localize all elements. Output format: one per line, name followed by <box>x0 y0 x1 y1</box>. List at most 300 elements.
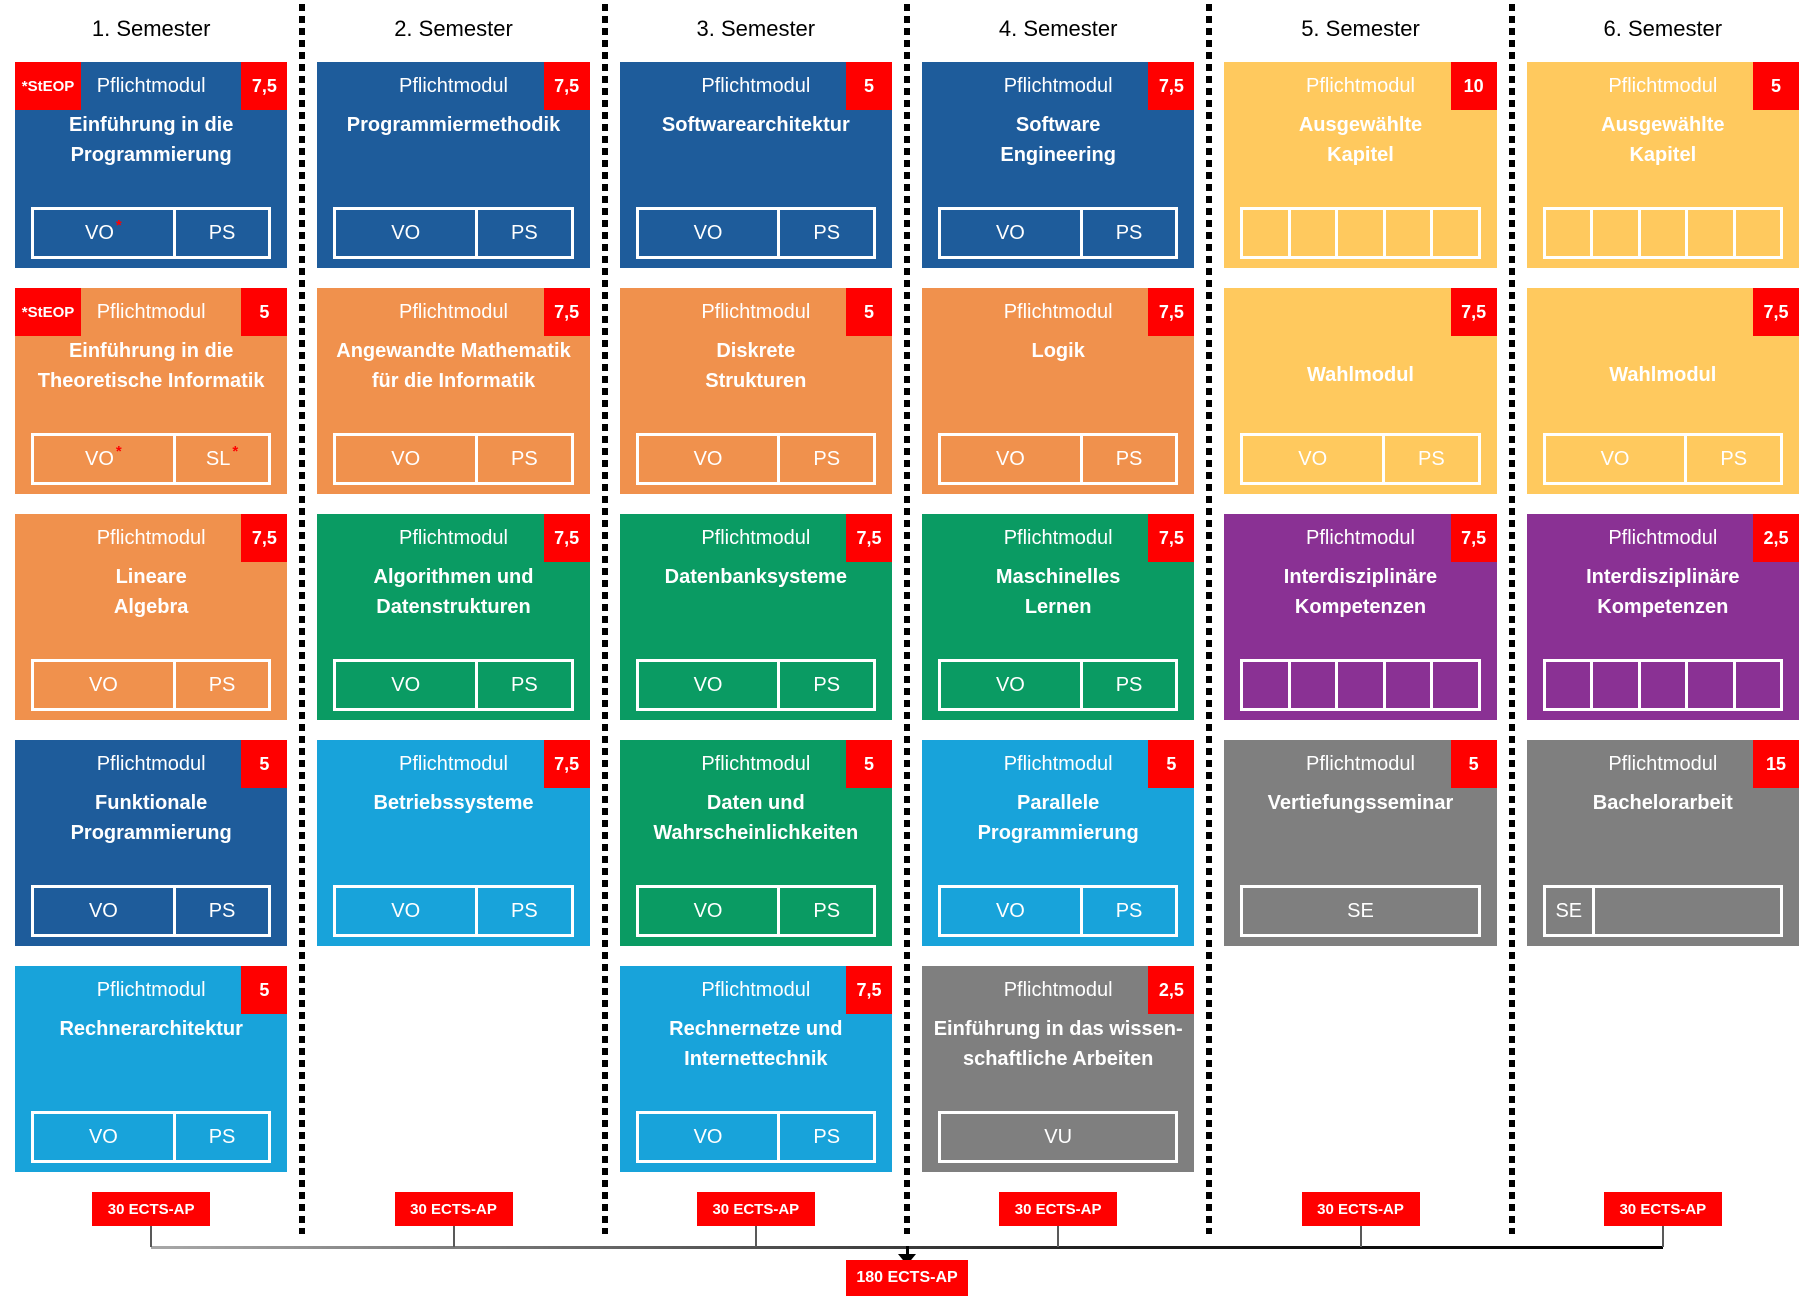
module-card <box>317 740 589 946</box>
module-title-line: Angewandte Mathematik <box>336 340 571 362</box>
ects-badge: 7,5 <box>1451 288 1497 336</box>
module-title-line: Software <box>1015 114 1101 136</box>
ects-badge: 7,5 <box>1148 288 1194 336</box>
connector-stub <box>1360 1226 1362 1247</box>
module-title-line: Kapitel <box>1327 144 1394 166</box>
module-card <box>1224 62 1496 268</box>
module-title <box>1228 360 1492 390</box>
ects-badge: 2,5 <box>1753 514 1799 562</box>
module-title-line: Maschinelles <box>995 566 1121 588</box>
course-type-label: PS <box>813 899 841 922</box>
module-type-label: Pflichtmodul <box>701 300 811 323</box>
module-title <box>19 110 283 170</box>
module-title-line: Datenstrukturen <box>376 596 531 618</box>
course-cell <box>475 888 571 934</box>
course-cell <box>1080 210 1176 256</box>
dotted-separator <box>299 4 305 1234</box>
module-card <box>317 514 589 720</box>
course-cell <box>475 436 571 482</box>
course-cell <box>475 210 571 256</box>
course-type-label: VO <box>391 899 421 922</box>
ects-badge: 7,5 <box>1753 288 1799 336</box>
course-type-label: VO <box>88 673 118 696</box>
module-title-line: Ausgewählte <box>1298 114 1423 136</box>
course-bar <box>1240 885 1480 937</box>
course-type-label: PS <box>511 899 538 922</box>
module-title-line: Einführung in die <box>68 114 234 136</box>
module-title-line: Diskrete <box>716 340 796 362</box>
module-title-line: Programmierung <box>70 822 232 844</box>
module-type-label: Pflichtmodul <box>1306 526 1415 549</box>
module-card <box>1224 740 1496 946</box>
ects-badge: 5 <box>846 62 892 110</box>
course-cell <box>639 436 778 482</box>
module-title-line: Vertiefungsseminar <box>1267 792 1454 814</box>
course-cell <box>1546 436 1685 482</box>
semester-header: 5. Semester <box>1301 16 1420 41</box>
course-cell <box>336 662 475 708</box>
course-bar <box>938 207 1178 259</box>
ects-badge: 7,5 <box>846 966 892 1014</box>
module-card <box>922 62 1194 268</box>
module-type-label: Pflichtmodul <box>1608 74 1718 97</box>
module-card <box>620 740 892 946</box>
steop-asterisk: * <box>232 442 239 460</box>
course-bar <box>636 207 876 259</box>
course-type-label: VO <box>1600 447 1630 470</box>
module-title-line: Betriebssysteme <box>373 792 534 814</box>
module-title-line: Lernen <box>1024 596 1092 618</box>
course-cell-empty <box>1733 662 1780 708</box>
course-bar <box>1240 659 1480 711</box>
connector-stub <box>453 1226 455 1247</box>
module-title <box>1531 360 1795 390</box>
module-title <box>1531 788 1795 818</box>
module-card <box>620 514 892 720</box>
module-title-line: Funktionale <box>95 792 208 814</box>
module-type-label: Pflichtmodul <box>96 526 206 549</box>
course-cell <box>34 888 173 934</box>
course-cell <box>1080 436 1176 482</box>
semester-column <box>0 0 302 1240</box>
module-card <box>922 288 1194 494</box>
column-ects-badge: 30 ECTS-AP <box>395 1192 513 1226</box>
module-type-label: Pflichtmodul <box>399 74 508 97</box>
module-title <box>321 788 585 818</box>
course-type-label: VO <box>693 899 723 922</box>
course-cell <box>475 662 571 708</box>
course-bar <box>31 207 271 259</box>
dotted-separator <box>602 4 608 1234</box>
module-card <box>1527 514 1799 720</box>
course-bar <box>636 1111 876 1163</box>
module-title-line: Internettechnik <box>684 1048 828 1070</box>
course-type-label: PS <box>813 673 841 696</box>
course-cell <box>777 1114 873 1160</box>
course-cell <box>639 888 778 934</box>
course-cell-empty <box>1685 662 1732 708</box>
course-cell-empty <box>1546 210 1590 256</box>
module-card <box>1224 514 1496 720</box>
course-bar <box>938 1111 1178 1163</box>
total-ects-badge: 180 ECTS-AP <box>846 1260 968 1296</box>
module-card <box>922 514 1194 720</box>
course-bar <box>31 433 271 485</box>
course-bar <box>636 433 876 485</box>
course-type-label: PS <box>1720 447 1748 470</box>
course-cell <box>336 436 475 482</box>
module-title-line: Programmierung <box>977 822 1139 844</box>
course-cell <box>941 662 1080 708</box>
course-bar <box>1543 885 1783 937</box>
dotted-separator <box>1509 4 1515 1234</box>
module-card <box>1527 62 1799 268</box>
module-title <box>1228 110 1492 170</box>
connector-stub <box>1662 1226 1664 1247</box>
module-title <box>926 788 1190 848</box>
course-cell <box>639 662 778 708</box>
module-card <box>15 966 287 1172</box>
module-type-label: Pflichtmodul <box>1003 300 1113 323</box>
ects-badge: 10 <box>1451 62 1497 110</box>
course-type-label: VO <box>88 899 118 922</box>
course-cell-empty <box>1243 210 1287 256</box>
course-type-label: VO <box>693 1125 723 1148</box>
dotted-separator <box>904 4 910 1234</box>
course-bar <box>333 433 573 485</box>
course-type-label: PS <box>208 673 236 696</box>
course-type-label: PS <box>208 1125 236 1148</box>
course-type-label: VO <box>88 1125 118 1148</box>
module-title-line: Daten und <box>706 792 805 814</box>
course-cell-empty <box>1383 210 1430 256</box>
ects-badge: 5 <box>1148 740 1194 788</box>
connector-stub <box>755 1226 757 1247</box>
module-type-label: Pflichtmodul <box>1003 752 1113 775</box>
ects-badge: 5 <box>1451 740 1497 788</box>
ects-badge: 7,5 <box>544 740 590 788</box>
semester-column <box>302 0 604 1240</box>
module-title-line: Einführung in das wissen- <box>933 1018 1183 1040</box>
semester-header: 2. Semester <box>394 16 513 41</box>
course-type-label: PS <box>813 1125 841 1148</box>
module-type-label: Pflichtmodul <box>399 300 508 323</box>
module-card <box>1527 288 1799 494</box>
module-title-line: Einführung in die <box>68 340 234 362</box>
course-cell <box>1243 436 1382 482</box>
course-cell <box>173 662 269 708</box>
course-cell <box>777 888 873 934</box>
module-type-label: Pflichtmodul <box>1306 74 1415 97</box>
module-type-label: Pflichtmodul <box>399 526 508 549</box>
course-cell <box>777 436 873 482</box>
course-bar <box>636 659 876 711</box>
module-title-line: Strukturen <box>705 370 807 392</box>
connector-stub <box>1057 1226 1059 1247</box>
course-cell-empty <box>1430 662 1477 708</box>
module-title-line: Wahlmodul <box>1306 364 1414 386</box>
course-cell <box>34 436 173 482</box>
module-card <box>15 62 287 268</box>
semester-column <box>907 0 1209 1240</box>
module-title-line: Algorithmen und <box>373 566 534 588</box>
course-type-label: PS <box>208 221 236 244</box>
module-title <box>926 1014 1190 1074</box>
course-type-label: VO <box>693 221 723 244</box>
course-bar <box>938 885 1178 937</box>
semester-header: 3. Semester <box>696 16 816 41</box>
module-title <box>19 336 283 396</box>
course-cell <box>1546 888 1592 934</box>
module-title <box>1228 788 1492 818</box>
module-card <box>15 288 287 494</box>
course-bar <box>1240 433 1480 485</box>
course-bar <box>1543 659 1783 711</box>
course-bar <box>636 885 876 937</box>
course-cell-empty <box>1592 888 1780 934</box>
ects-badge: 7,5 <box>544 62 590 110</box>
course-type-label: VO <box>995 447 1025 470</box>
steop-asterisk: * <box>115 442 122 460</box>
module-type-label: Pflichtmodul <box>701 74 811 97</box>
course-bar <box>1240 207 1480 259</box>
course-type-label: PS <box>1115 673 1143 696</box>
course-type-label: VO <box>391 447 421 470</box>
course-cell <box>941 1114 1175 1160</box>
steop-asterisk: * <box>115 216 122 234</box>
course-cell <box>639 210 778 256</box>
module-title <box>321 562 585 622</box>
course-bar <box>1543 207 1783 259</box>
module-card <box>620 288 892 494</box>
semester-header: 1. Semester <box>91 16 211 41</box>
course-cell <box>777 210 873 256</box>
course-cell <box>639 1114 778 1160</box>
column-ects-badge: 30 ECTS-AP <box>999 1192 1117 1226</box>
module-card <box>620 966 892 1172</box>
course-cell <box>777 662 873 708</box>
course-type-label: VO <box>693 673 723 696</box>
ects-badge: 5 <box>846 288 892 336</box>
course-type-label: VO <box>995 673 1025 696</box>
dotted-separator <box>1206 4 1212 1234</box>
course-cell <box>1684 436 1780 482</box>
module-type-label: Pflichtmodul <box>701 978 811 1001</box>
ects-badge: 2,5 <box>1148 966 1194 1014</box>
course-cell <box>336 210 475 256</box>
course-type-label: PS <box>1418 447 1445 470</box>
module-title-line: Programmierung <box>70 144 232 166</box>
module-title-line: Lineare <box>115 566 187 588</box>
course-type-label: VU <box>1044 1125 1073 1148</box>
module-title <box>19 1014 283 1044</box>
course-cell <box>34 210 173 256</box>
course-cell <box>336 888 475 934</box>
semester-column <box>605 0 907 1240</box>
module-title-line: Bachelorarbeit <box>1592 792 1733 814</box>
course-cell <box>1382 436 1478 482</box>
module-title <box>926 336 1190 366</box>
column-ects-badge: 30 ECTS-AP <box>697 1192 815 1226</box>
course-bar <box>31 1111 271 1163</box>
module-title-line: Algebra <box>113 596 189 618</box>
module-title <box>1531 110 1795 170</box>
column-ects-badge: 30 ECTS-AP <box>1302 1192 1420 1226</box>
module-title-line: Wahrscheinlichkeiten <box>653 822 859 844</box>
module-type-label: Pflichtmodul <box>1608 752 1718 775</box>
course-type-label: PS <box>511 673 538 696</box>
course-cell-empty <box>1638 662 1685 708</box>
course-bar <box>31 885 271 937</box>
course-type-label: PS <box>1115 221 1143 244</box>
course-cell <box>173 888 269 934</box>
module-card <box>922 966 1194 1172</box>
course-cell <box>941 210 1080 256</box>
module-type-label: Pflichtmodul <box>701 752 811 775</box>
ects-badge: 7,5 <box>1148 62 1194 110</box>
module-title <box>624 110 888 140</box>
course-cell-empty <box>1733 210 1780 256</box>
module-card <box>620 62 892 268</box>
module-title-line: Kompetenzen <box>1597 596 1729 618</box>
ects-badge: 5 <box>1753 62 1799 110</box>
ects-badge: 5 <box>241 288 287 336</box>
course-cell-empty <box>1243 662 1287 708</box>
course-cell-empty <box>1638 210 1685 256</box>
module-title <box>926 562 1190 622</box>
course-cell <box>173 210 269 256</box>
course-type-label: VO <box>391 673 421 696</box>
course-cell <box>941 888 1080 934</box>
module-type-label: Pflichtmodul <box>399 752 508 775</box>
course-type-label: PS <box>511 447 538 470</box>
module-title-line: Kapitel <box>1629 144 1697 166</box>
module-card <box>317 288 589 494</box>
ects-badge: 7,5 <box>1451 514 1497 562</box>
course-type-label: VO <box>391 221 421 244</box>
course-cell-empty <box>1383 662 1430 708</box>
module-title <box>1228 562 1492 622</box>
module-type-label: Pflichtmodul <box>96 978 206 1001</box>
course-type-label: SE <box>1347 899 1374 922</box>
module-card <box>922 740 1194 946</box>
course-bar <box>1543 433 1783 485</box>
course-type-label: VO <box>1298 447 1328 470</box>
ects-badge: 7,5 <box>846 514 892 562</box>
module-title-line: Datenbanksysteme <box>664 566 847 588</box>
module-card <box>1224 288 1496 494</box>
module-title-line: Rechnerarchitektur <box>59 1018 243 1040</box>
ects-badge: 7,5 <box>544 514 590 562</box>
module-type-label: Pflichtmodul <box>96 74 206 97</box>
course-type-label: VO <box>693 447 723 470</box>
module-title <box>624 336 888 396</box>
module-card <box>1527 740 1799 946</box>
semester-header: 6. Semester <box>1603 16 1723 41</box>
module-title-line: Theoretische Informatik <box>37 370 265 392</box>
course-cell <box>1243 888 1477 934</box>
course-bar <box>333 207 573 259</box>
module-title <box>19 788 283 848</box>
module-title-line: Kompetenzen <box>1294 596 1427 618</box>
module-title <box>321 110 585 140</box>
course-cell <box>941 436 1080 482</box>
course-cell-empty <box>1335 662 1382 708</box>
module-title-line: Engineering <box>1000 144 1116 166</box>
column-ects-badge: 30 ECTS-AP <box>1604 1192 1722 1226</box>
ects-badge: 7,5 <box>241 62 287 110</box>
course-type-label: VO <box>85 447 114 470</box>
module-type-label: Pflichtmodul <box>1306 752 1415 775</box>
course-type-label: VO <box>85 221 114 244</box>
module-title-line: Parallele <box>1017 792 1100 814</box>
module-type-label: Pflichtmodul <box>1003 74 1113 97</box>
course-type-label: PS <box>511 221 538 244</box>
course-cell <box>34 662 173 708</box>
course-cell <box>34 1114 173 1160</box>
module-card <box>15 740 287 946</box>
course-cell-empty <box>1590 662 1637 708</box>
course-cell-empty <box>1288 210 1335 256</box>
module-title-line: für die Informatik <box>371 370 536 392</box>
module-title-line: schaftliche Arbeiten <box>962 1048 1154 1070</box>
semester-header: 4. Semester <box>998 16 1118 41</box>
module-title <box>624 788 888 848</box>
module-title-line: Interdisziplinäre <box>1283 566 1438 588</box>
module-card <box>15 514 287 720</box>
ects-badge: 5 <box>846 740 892 788</box>
connector-stub <box>150 1226 152 1247</box>
course-cell <box>173 1114 269 1160</box>
course-bar <box>333 885 573 937</box>
course-bar <box>31 659 271 711</box>
ects-badge: 7,5 <box>1148 514 1194 562</box>
module-card <box>317 62 589 268</box>
module-title-line: Softwarearchitektur <box>661 114 850 136</box>
course-cell <box>1080 662 1176 708</box>
module-type-label: Pflichtmodul <box>1608 526 1718 549</box>
course-type-label: VO <box>995 221 1025 244</box>
course-bar <box>333 659 573 711</box>
course-type-label: VO <box>995 899 1025 922</box>
module-title <box>926 110 1190 170</box>
module-title-line: Wahlmodul <box>1609 364 1717 386</box>
module-title <box>321 336 585 396</box>
course-type-label: PS <box>813 447 841 470</box>
course-type-label: PS <box>1115 899 1143 922</box>
course-cell-empty <box>1685 210 1732 256</box>
course-bar <box>938 433 1178 485</box>
module-title-line: Programmiermethodik <box>346 114 561 136</box>
module-title-line: Ausgewählte <box>1601 114 1725 136</box>
module-type-label: Pflichtmodul <box>701 526 811 549</box>
module-type-label: Pflichtmodul <box>1003 978 1113 1001</box>
ects-badge: 7,5 <box>241 514 287 562</box>
ects-badge: 5 <box>241 966 287 1014</box>
module-title <box>624 562 888 592</box>
module-title-line: Interdisziplinäre <box>1586 566 1740 588</box>
course-cell-empty <box>1288 662 1335 708</box>
course-cell <box>1080 888 1176 934</box>
course-type-label: PS <box>813 221 841 244</box>
module-type-label: Pflichtmodul <box>1003 526 1113 549</box>
module-title <box>1531 562 1795 622</box>
course-cell-empty <box>1430 210 1477 256</box>
course-cell-empty <box>1590 210 1637 256</box>
steop-badge: *StEOP <box>15 288 81 336</box>
course-type-label: PS <box>1115 447 1143 470</box>
column-ects-badge: 30 ECTS-AP <box>92 1192 210 1226</box>
